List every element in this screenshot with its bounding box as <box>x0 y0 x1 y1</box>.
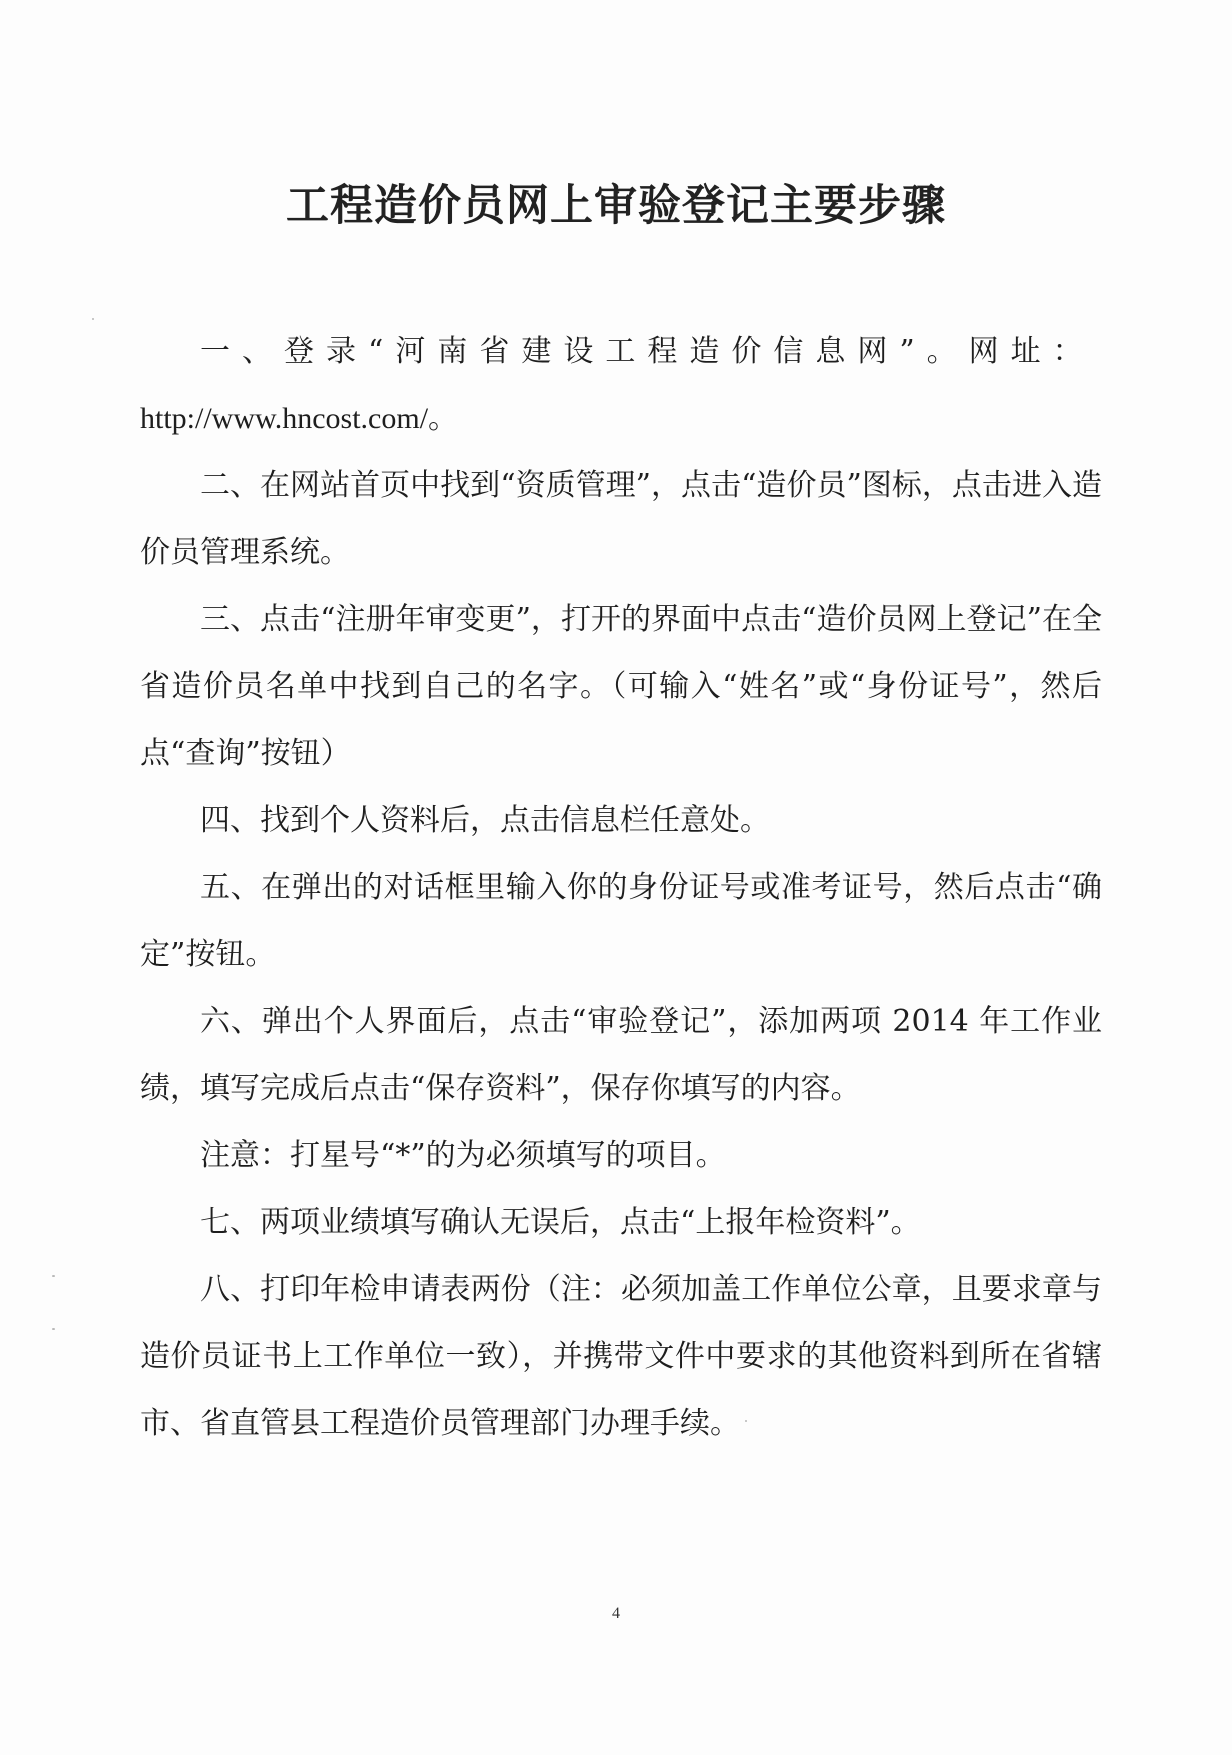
step-1-text: 一、登录“河南省建设工程造价信息网”。网址： <box>200 334 1095 369</box>
step-3-paragraph: 三、点击“注册年审变更”，打开的界面中点击“造价员网上登记”在全省造价员名单中找到自己的名字。（可输入“姓名”或“身份证号”，然后点“查询”按钮） <box>140 602 1102 771</box>
step-2-paragraph: 二、在网站首页中找到“资质管理”，点击“造价员”图标，点击进入造价员管理系统。 <box>140 468 1102 570</box>
website-url: http://www.hncost.com/。 <box>140 402 459 435</box>
scan-speck <box>52 1328 55 1330</box>
step-8-paragraph: 八、打印年检申请表两份（注：必须加盖工作单位公章，且要求章与造价员证书上工作单位一致），并携带文件中要求的其他资料到所在省辖市、省直管县工程造价员管理部门办理手续。 <box>140 1272 1102 1441</box>
page-number: 4 <box>612 1605 620 1622</box>
scan-speck <box>745 1420 747 1422</box>
step-5-paragraph: 五、在弹出的对话框里输入你的身份证号或准考证号，然后点击“确定”按钮。 <box>140 870 1102 972</box>
note-paragraph: 注意：打星号“*”的为必须填写的项目。 <box>200 1138 726 1173</box>
document-title: 工程造价员网上审验登记主要步骤 <box>286 181 946 231</box>
step-7-paragraph: 七、两项业绩填写确认无误后，点击“上报年检资料”。 <box>200 1205 921 1240</box>
document-body <box>140 318 1102 1457</box>
scan-speck <box>92 318 94 320</box>
step-1-paragraph <box>140 318 1102 452</box>
scan-speck <box>52 1275 55 1277</box>
step-4-paragraph: 四、找到个人资料后，点击信息栏任意处。 <box>200 803 770 838</box>
step-6-paragraph: 六、弹出个人界面后，点击“审验登记”，添加两项 2014 年工作业绩，填写完成后点击“保存资料”，保存你填写的内容。 <box>140 1004 1102 1106</box>
